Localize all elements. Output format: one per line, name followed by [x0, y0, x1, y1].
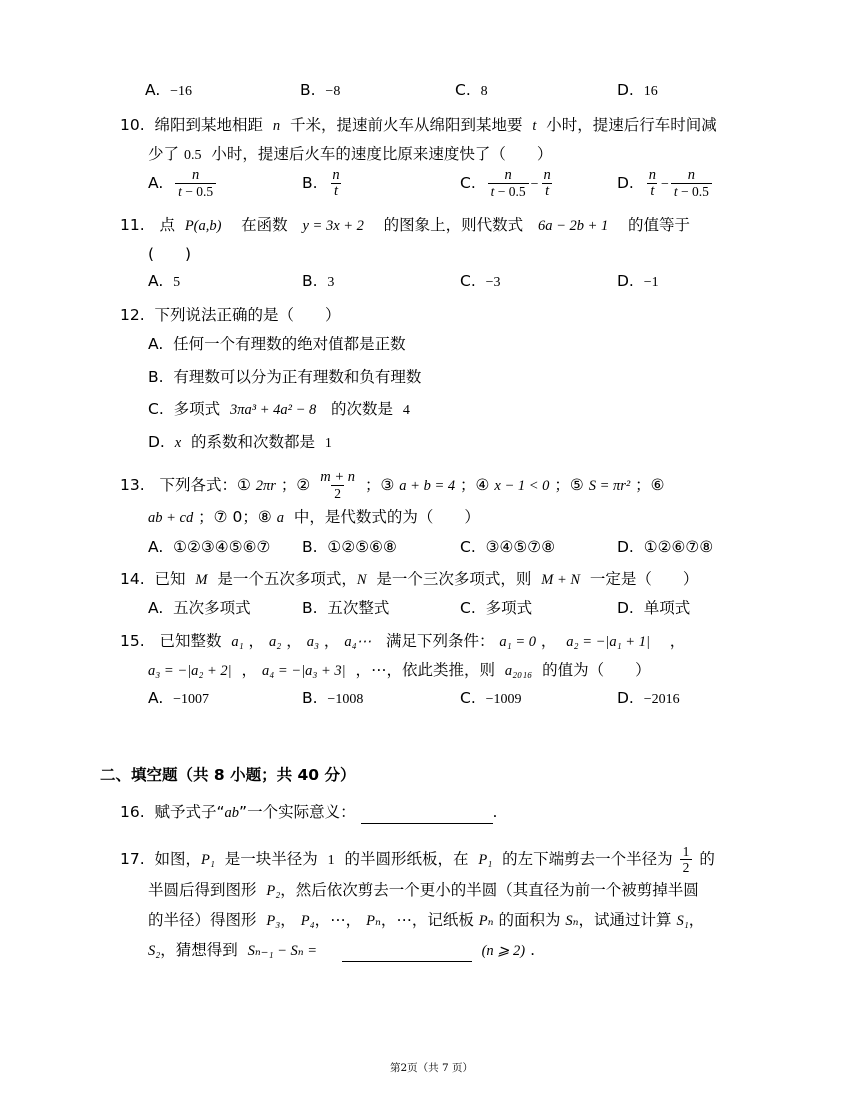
q17-answer-blank[interactable]: [342, 943, 472, 962]
q15-option-a: A. −1007: [148, 689, 210, 707]
q15-option-c: C. −1009: [460, 689, 522, 707]
q11-option-a: A. 5: [148, 272, 181, 290]
q11-stem-line1: 11. 点 P(a,b) 在函数 y = 3x + 2 的图象上，则代数式 6a − 2b + 1 的值等于: [120, 216, 690, 234]
q12-option-b: B. 有理数可以分为正有理数和负有理数: [148, 368, 422, 386]
q11-option-c: C. −3: [460, 272, 501, 290]
q13-option-c: C. ③④⑤⑦⑧: [460, 538, 556, 556]
q12-stem: 12. 下列说法正确的是（ ）: [120, 306, 341, 324]
q13-option-d: D. ①②⑥⑦⑧: [617, 538, 714, 556]
q10-option-a: A. $\frac{n}{t - 0.5}$: [148, 168, 218, 199]
q10-option-d: D. $\frac{n}{t}$ − $\frac{n}{t - 0.5}$: [617, 168, 714, 199]
q12-option-a: A. 任何一个有理数的绝对值都是正数: [148, 335, 406, 353]
q15-stem-line1: 15. 已知整数 a₁ ， a₂ ， a₃ ， a₄⋯ 满足下列条件： a₁ = 0 ， a₂ = −|a₁ + 1| ，: [120, 632, 686, 650]
q15-option-d: D. −2016: [617, 689, 680, 707]
q11-option-d: D. −1: [617, 272, 659, 290]
q9-option-a: A. −16: [145, 81, 193, 99]
q9-option-c: C. 8: [455, 81, 488, 99]
q10-stem-line1: 10. 绵阳到某地相距 n 千米，提速前火车从绵阳到某地要 t 小时，提速后行车时间减: [120, 116, 717, 134]
q13-option-b: B. ①②⑤⑥⑧: [302, 538, 397, 556]
q13-fraction: $\frac{m + n}{2}$: [320, 469, 355, 501]
q12-option-c: C. 多项式 3πa³ + 4a² − 8 的次数是 4: [148, 400, 410, 418]
q17-stem-line1: 17. 如图，P₁ 是一块半径为 1 的半圆形纸板，在 P₁ 的左下端剪去一个半径为 $\frac{1}{2}$ 的: [120, 844, 715, 875]
q12-option-d: D. x 的系数和次数都是 1: [148, 433, 332, 451]
q16-stem: 16. 赋予式子“ab”一个实际意义： .: [120, 801, 497, 824]
q17-stem-line2: 半圆后得到图形 P₂，然后依次剪去一个更小的半圆（其直径为前一个被剪掉半圆: [148, 881, 699, 899]
q14-option-b: B. 五次整式: [302, 599, 390, 617]
q10-stem-line2: 少了 0.5 小时，提速后火车的速度比原来速度快了（ ）: [148, 145, 553, 163]
q13-stem-line1: 13. 下列各式：① 2πr ；② $\frac{m + n}{2}$ ；③ a + b = 4 ；④ x − 1 < 0 ；⑤ S = πr² ；⑥: [120, 469, 665, 501]
q14-stem: 14. 已知 M 是一个五次多项式，N 是一个三次多项式，则 M + N 一定是（ ）: [120, 570, 699, 588]
q17-fraction-half: $\frac{1}{2}$: [680, 844, 693, 875]
q17-stem-line3: 的半径）得图形 P₃， P₄，⋯， Pₙ，⋯，记纸板 Pₙ 的面积为 Sₙ，试通过计算 S₁，: [148, 911, 705, 929]
q14-option-a: A. 五次多项式: [148, 599, 251, 617]
q16-answer-blank[interactable]: [361, 805, 493, 824]
q17-stem-line4: S₂，猜想得到 Sₙ₋₁ − Sₙ = (n ⩾ 2) .: [148, 939, 535, 962]
page-footer: 第2页（共 7 页）: [390, 1062, 474, 1074]
q14-option-d: D. 单项式: [617, 599, 691, 617]
q13-option-a: A. ①②③④⑤⑥⑦: [148, 538, 271, 556]
q15-stem-line2: a₃ = −|a₂ + 2| ， a₄ = −|a₃ + 3| ，⋯，依此类推，则 a₂₀₁₆ 的值为（ ）: [148, 661, 651, 679]
q15-option-b: B. −1008: [302, 689, 364, 707]
q9-option-d: D. 16: [617, 81, 658, 99]
q10-option-c: C. $\frac{n}{t - 0.5}$ − $\frac{n}{t}$: [460, 167, 551, 199]
q11-option-b: B. 3: [302, 272, 335, 290]
section-heading-fill-in: 二、填空题（共 8 小题；共 40 分）: [100, 766, 356, 784]
q11-stem-line2: ( ): [148, 245, 192, 263]
q14-option-c: C. 多项式: [460, 599, 533, 617]
q10-option-b: B. $\frac{n}{t}$: [302, 167, 340, 199]
q9-option-b: B. −8: [300, 81, 341, 99]
q13-stem-line2: ab + cd ；⑦ 0；⑧ a 中，是代数式的为（ ）: [148, 508, 480, 526]
